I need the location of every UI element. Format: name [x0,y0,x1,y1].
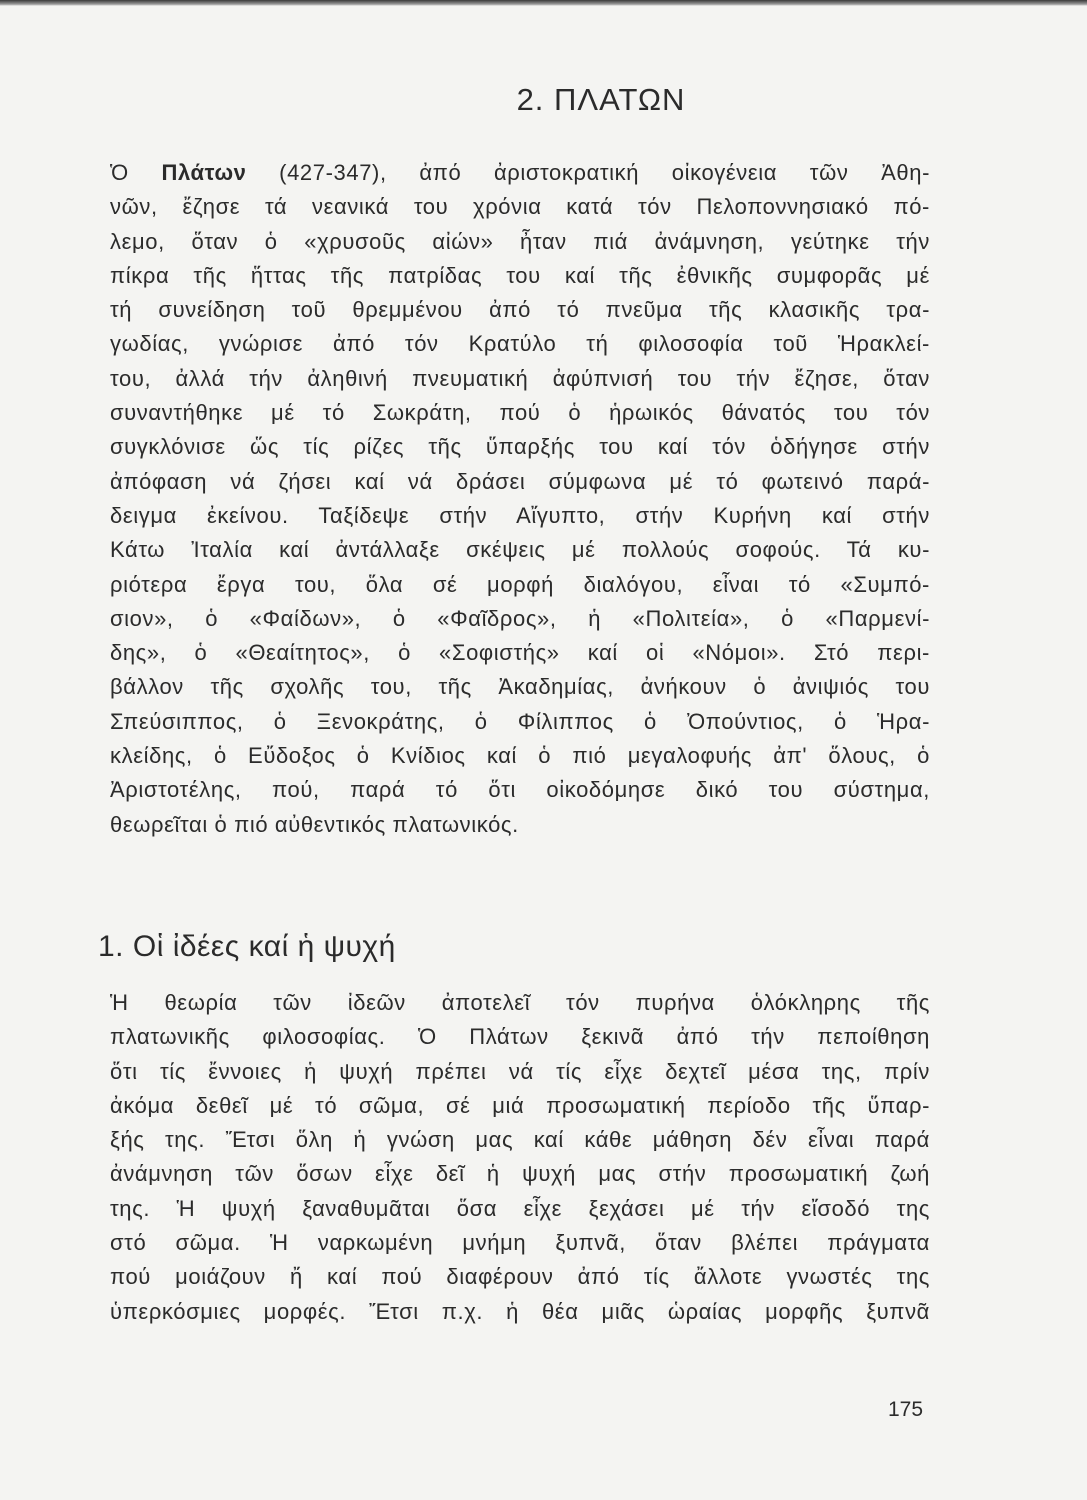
intro-line: πίκρα τῆς ἥττας τῆς πατρίδας του καί τῆς ἐθνικῆς συμφορᾶς μέ [110,262,930,288]
intro-paragraph [110,156,930,842]
section-line: της. Ἡ ψυχή ξαναθυμᾶται ὅσα εἶχε ξεχάσει μέ τήν εἴσοδό της [110,1195,930,1221]
intro-line: ριότερα ἔργα του, ὅλα σέ μορφή διαλόγου, εἶναι τό «Συμπό- [110,571,930,597]
section-line: ὅτι τίς ἔννοιες ἡ ψυχή πρέπει νά τίς εἶχε δεχτεῖ μέσα της, πρίν [110,1058,930,1084]
section-heading: 1. Οἱ ἰδέες καί ἡ ψυχή [98,930,396,963]
section-paragraph [110,986,930,1329]
page-number: 175 [888,1398,924,1421]
intro-line: θεωρεῖται ὁ πιό αὐθεντικός πλατωνικός. [110,811,519,837]
intro-line: συγκλόνισε ὥς τίς ρίζες τῆς ὕπαρξής του καί τόν ὁδήγησε στήν [110,434,930,460]
intro-line: Ἀριστοτέλης, πού, παρά τό ὅτι οἰκοδόμησε δικό του σύστημα, [110,777,930,803]
intro-line: δειγμα ἐκείνου. Ταξίδεψε στήν Αἴγυπτο, στήν Κυρήνη καί στήν [110,502,930,528]
intro-line: τή συνείδηση τοῦ θρεμμένου ἀπό τό πνεῦμα τῆς κλασικῆς τρα- [110,297,930,323]
intro-line: Σπεύσιππος, ὁ Ξενοκράτης, ὁ Φίλιππος ὁ Ὀπούντιος, ὁ Ἡρα- [110,708,930,734]
intro-line: Κάτω Ἰταλία καί ἀντάλλαξε σκέψεις μέ πολλούς σοφούς. Τά κυ- [110,537,930,563]
section-line: ξής της. Ἔτσι ὅλη ἡ γνώση μας καί κάθε μάθηση δέν εἶναι παρά [110,1127,930,1153]
intro-line: συναντήθηκε μέ τό Σωκράτη, πού ὁ ἡρωικός θάνατός του τόν [110,400,930,426]
intro-line: γωδίας, γνώρισε ἀπό τόν Κρατύλο τή φιλοσοφία τοῦ Ἡρακλεί- [110,331,930,357]
section-line: πού μοιάζουν ἤ καί πού διαφέρουν ἀπό τίς ἄλλοτε γνωστές της [110,1264,930,1290]
section-line: ὑπερκόσμιες μορφές. Ἔτσι π.χ. ἡ θέα μιᾶς ὡραίας μορφῆς ξυπνᾶ [110,1298,930,1324]
intro-line: κλείδης, ὁ Εὔδοξος ὁ Κνίδιος καί ὁ πιό μεγαλοφυής ἀπ' ὅλους, ὁ [110,743,930,769]
intro-line: του, ἀλλά τήν ἀληθινή πνευματική ἀφύπνισή του τήν ἔζησε, ὅταν [110,365,930,391]
intro-line: ἀπόφαση νά ζήσει καί νά δράσει σύμφωνα μέ τό φωτεινό παρά- [110,468,930,494]
chapter-title: 2. ΠΛΑΤΩΝ [516,82,686,117]
intro-line: σιον», ὁ «Φαίδων», ὁ «Φαῖδρος», ἡ «Πολιτεία», ὁ «Παρμενί- [110,605,930,631]
intro-line: βάλλον τῆς σχολῆς του, τῆς Ἀκαδημίας, ἀνήκουν ὁ ἀνιψιός του [110,674,930,700]
intro-line: λεμο, ὅταν ὁ «χρυσοῦς αἰών» ἦταν πιά ἀνάμνηση, γεύτηκε τήν [110,228,930,254]
intro-line [110,156,930,190]
intro-line: δης», ὁ «Θεαίτητος», ὁ «Σοφιστής» καί οἱ «Νόμοι». Στό περι- [110,640,930,666]
section-line: στό σῶμα. Ἡ ναρκωμένη μνήμη ξυπνᾶ, ὅταν βλέπει πράγματα [110,1230,930,1256]
intro-line-prefix: Ὁ [110,160,162,185]
platon-name: Πλάτων [161,160,247,185]
section-line: Ἡ θεωρία τῶν ἰδεῶν ἀποτελεῖ τόν πυρήνα ὁλόκληρης τῆς [110,990,930,1015]
section-line: πλατωνικῆς φιλοσοφίας. Ὁ Πλάτων ξεκινᾶ ἀπό τήν πεποίθηση [110,1024,930,1050]
intro-line-rest: (427-347), ἀπό ἀριστοκρατική οἰκογένεια τῶν Ἀθη- [246,160,930,185]
section-line: ἀκόμα δεθεῖ μέ τό σῶμα, σέ μιά προσωματική περίοδο τῆς ὕπαρ- [110,1092,930,1118]
section-line: ἀνάμνηση τῶν ὅσων εἶχε δεῖ ἡ ψυχή μας στήν προσωματική ζωή [110,1161,930,1187]
intro-line: νῶν, ἔζησε τά νεανικά του χρόνια κατά τόν Πελοποννησιακό πό- [110,194,930,220]
